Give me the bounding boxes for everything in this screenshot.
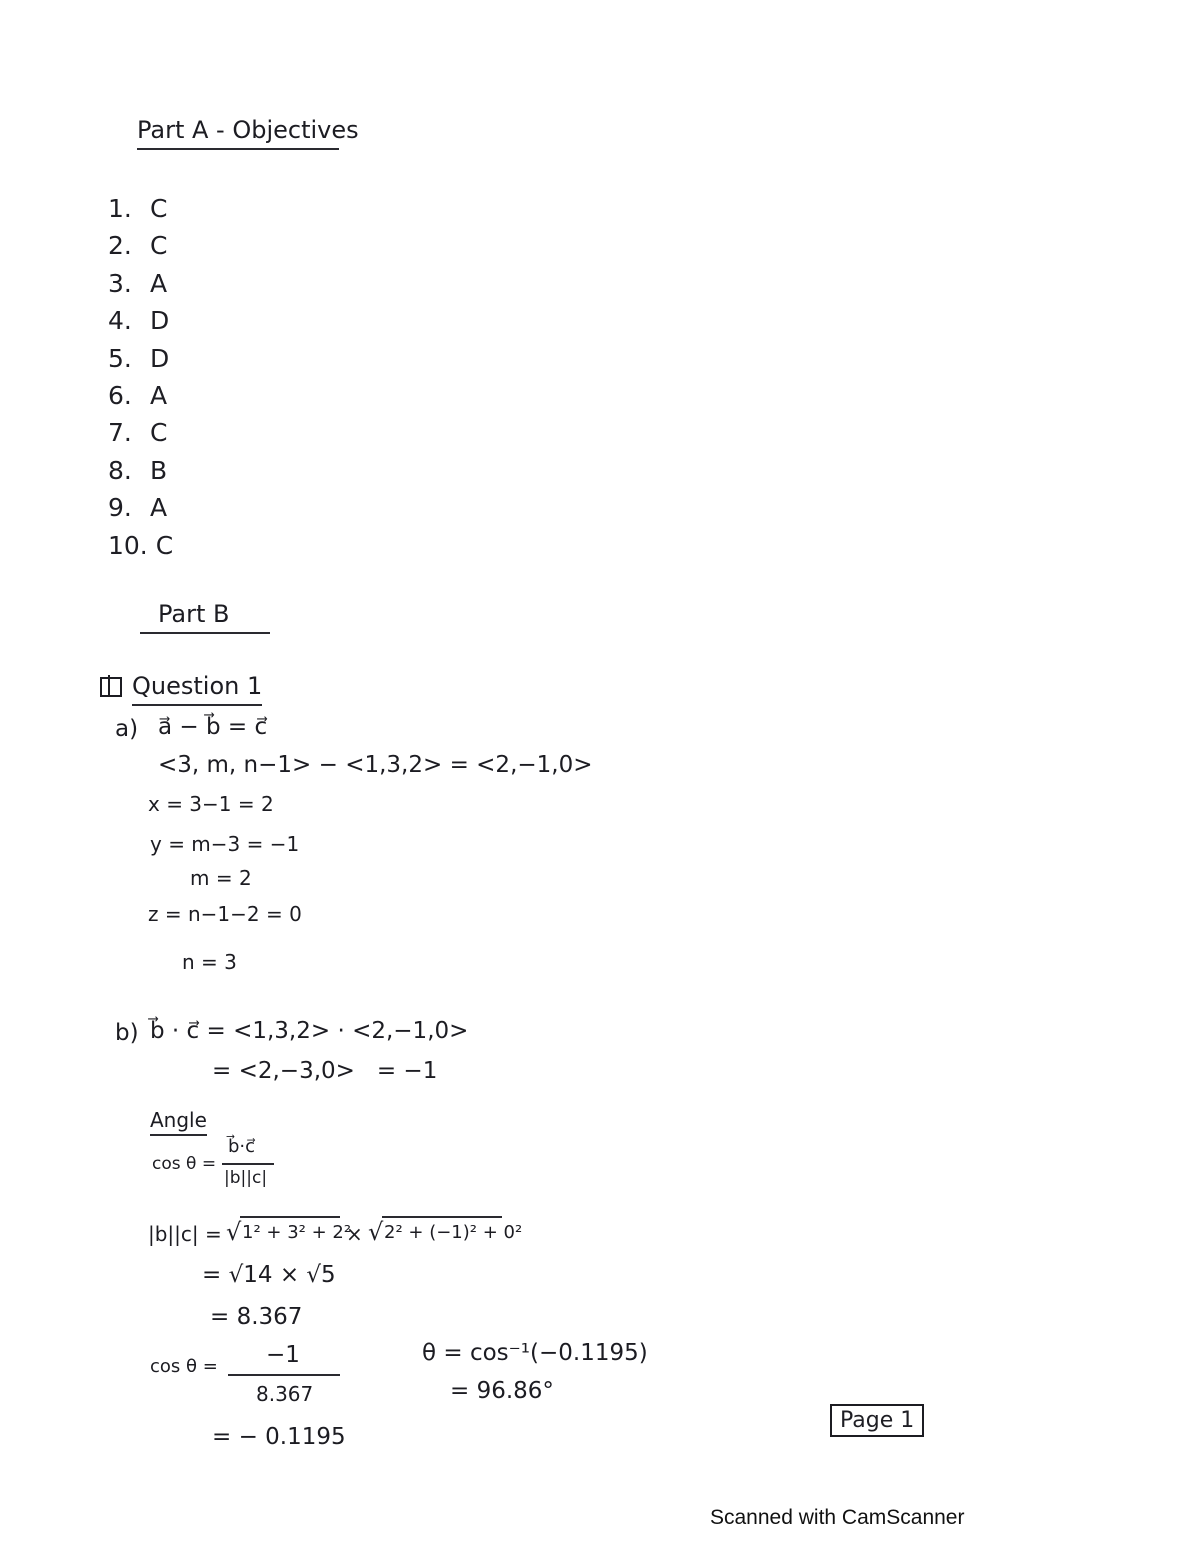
cos-numerator-2: −1 [266, 1342, 300, 1368]
answer-list [108, 190, 173, 564]
magnitude-lhs: |b||c| = [148, 1222, 222, 1246]
answer-letter: C [149, 194, 168, 223]
magnitude-radicand-b: 1² + 3² + 2² [242, 1222, 352, 1243]
answer-number: 10. [108, 530, 148, 560]
component-equation: <3, m, n−1> − <1,3,2> = <2,−1,0> [158, 752, 593, 778]
sqrt-bar [240, 1216, 340, 1218]
answer-letter: A [149, 268, 168, 298]
answer-item [108, 265, 173, 302]
sqrt-bar [382, 1216, 502, 1218]
answer-number: 8. [108, 455, 132, 485]
answer-letter: C [149, 418, 168, 448]
answer-number: 3. [108, 268, 132, 298]
answer-letter: C [155, 530, 174, 560]
magnitude-value: = 8.367 [210, 1304, 303, 1330]
vector-equation: a⃗ − b⃗ = c⃗ [158, 714, 268, 740]
answer-number: 6. [108, 380, 132, 410]
answer-item [108, 340, 173, 377]
answer-letter: A [149, 493, 168, 523]
answer-letter: D [149, 343, 170, 373]
cos-numerator: b⃗·c⃗ [228, 1136, 256, 1157]
answer-number: 5. [108, 343, 132, 373]
answer-item [108, 377, 173, 414]
cos-theta-lhs-2: cos θ = [150, 1356, 218, 1377]
page-number-box: Page 1 [830, 1404, 924, 1437]
times-sign: × [346, 1222, 363, 1246]
answer-letter: A [149, 380, 168, 410]
answer-number: 4. [108, 306, 132, 336]
part-b-label: b) [115, 1020, 139, 1046]
answer-item [108, 489, 173, 526]
m-value: m = 2 [190, 866, 252, 890]
answer-letter: D [149, 306, 170, 336]
answer-number: 9. [108, 493, 132, 523]
answer-item [108, 452, 173, 489]
answer-number: 2. [108, 231, 132, 261]
magnitude-roots: = √14 × √5 [202, 1262, 336, 1288]
y-component: y = m−3 = −1 [150, 832, 300, 856]
theta-equation: θ = cos⁻¹(−0.1195) [422, 1340, 648, 1366]
checkbox-icon [100, 677, 122, 697]
part-a-label: a) [115, 716, 139, 742]
answer-number: 7. [108, 418, 132, 448]
theta-result: = 96.86° [450, 1378, 554, 1404]
n-value: n = 3 [182, 950, 237, 974]
answer-item [108, 527, 173, 564]
cos-denominator-2: 8.367 [256, 1382, 314, 1406]
answer-letter: C [149, 231, 168, 261]
dot-product-equation: b⃗ · c⃗ = <1,3,2> · <2,−1,0> [150, 1018, 469, 1044]
answer-item [108, 227, 173, 264]
fraction-line [228, 1374, 340, 1376]
answer-letter: B [149, 455, 168, 485]
part-b-heading [140, 600, 270, 634]
magnitude-radicand-c: 2² + (−1)² + 0² [384, 1222, 523, 1243]
cos-denominator: |b||c| [224, 1168, 268, 1188]
part-a-heading: Part A - Objectives [137, 116, 339, 150]
fraction-line [222, 1163, 274, 1165]
cos-theta-lhs: cos θ = [152, 1154, 217, 1174]
part-b-heading-text: Part B [158, 600, 230, 628]
scanner-watermark: Scanned with CamScanner [710, 1506, 965, 1529]
sqrt-sign: √ [368, 1218, 384, 1246]
cos-result: = − 0.1195 [212, 1424, 346, 1450]
dot-product-result: = <2,−3,0> = −1 [212, 1058, 438, 1084]
answer-item [108, 190, 173, 227]
answer-number: 1. [108, 194, 132, 223]
sqrt-sign: √ [226, 1218, 242, 1246]
z-component: z = n−1−2 = 0 [148, 902, 302, 926]
answer-item [108, 414, 173, 451]
angle-label: Angle [150, 1108, 207, 1136]
question-1-title: Question 1 [132, 672, 262, 706]
x-component: x = 3−1 = 2 [148, 792, 274, 816]
answer-item [108, 302, 173, 339]
question-1-heading [100, 672, 262, 700]
